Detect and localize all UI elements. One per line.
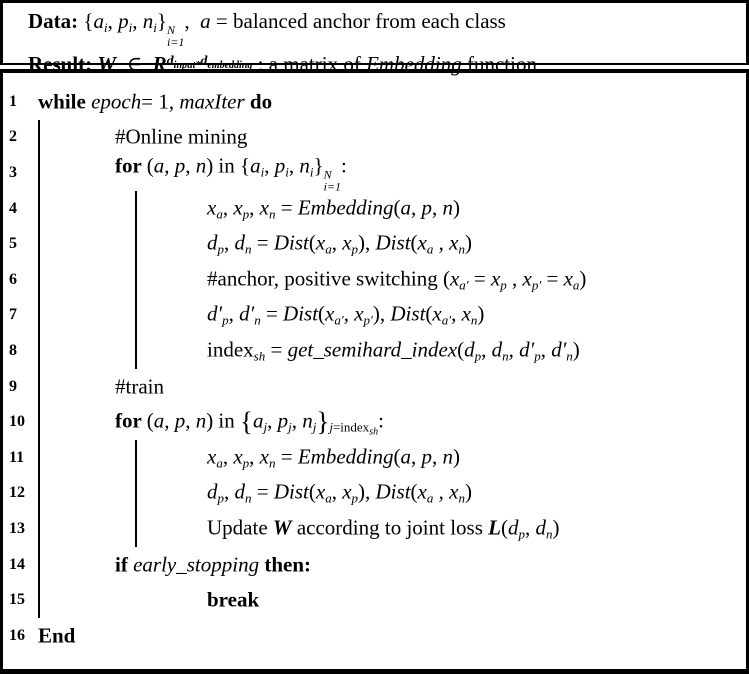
text-segment: } — [316, 406, 330, 437]
text-segment: Embedding — [297, 444, 394, 469]
text-segment: p — [217, 241, 224, 257]
text-segment: , — [331, 230, 343, 255]
text-segment: , — [185, 408, 196, 433]
text-segment: d — [207, 230, 218, 255]
code-text — [115, 552, 311, 577]
text-segment: for — [115, 153, 147, 178]
text-segment: , — [343, 301, 355, 326]
text-segment: a′ — [334, 312, 344, 328]
text-segment: p — [534, 348, 541, 364]
code-text — [207, 444, 460, 471]
text-segment: n — [195, 153, 207, 178]
text-segment: for — [115, 408, 147, 433]
text-segment: x — [259, 444, 269, 469]
text-segment: n — [470, 312, 478, 328]
text-segment: n — [245, 490, 252, 506]
text-segment: break — [207, 587, 260, 612]
text-segment: a — [325, 241, 332, 257]
line-number: 14 — [9, 555, 25, 573]
text-segment: ), — [372, 301, 391, 326]
text-segment: index — [207, 337, 254, 362]
text-segment: p′ — [363, 312, 373, 328]
line-number: 2 — [9, 128, 17, 146]
text-segment: = — [275, 444, 298, 469]
indent-bar-outer — [38, 511, 40, 547]
text-segment: d — [464, 337, 475, 362]
text-segment: n — [502, 348, 509, 364]
text-segment: = — [265, 337, 288, 362]
text-segment: i — [153, 20, 157, 35]
text-segment: , — [249, 444, 260, 469]
text-segment: a — [325, 490, 332, 506]
text-segment: p — [174, 408, 186, 433]
indent-bar-outer — [38, 191, 40, 227]
text-segment: , — [224, 479, 235, 504]
code-line-10 — [3, 404, 746, 440]
line-number: 15 — [9, 591, 25, 609]
text-segment: d′ — [207, 301, 223, 326]
text-segment: x — [233, 444, 243, 469]
text-segment: p — [217, 490, 224, 506]
text-segment: a — [153, 408, 165, 433]
code-text — [207, 515, 559, 542]
code-text — [207, 231, 472, 258]
text-segment: n — [545, 526, 553, 542]
line-number: 10 — [9, 413, 25, 431]
text-segment: ) — [552, 515, 560, 540]
text-segment: p — [421, 444, 432, 469]
indent-bar-inner — [135, 262, 137, 298]
line-number: 6 — [9, 270, 17, 288]
text-segment: L — [488, 515, 501, 540]
text-segment: p — [242, 206, 250, 222]
text-segment: ) — [464, 479, 472, 504]
text-segment: #train — [115, 374, 164, 399]
code-line-9 — [3, 369, 746, 405]
text-segment: embedding — [207, 60, 253, 71]
text-segment: j — [263, 419, 268, 435]
text-segment: ), — [358, 230, 376, 255]
text-segment: Result: — [28, 52, 98, 76]
code-text — [38, 623, 75, 648]
text-segment: , — [451, 301, 462, 326]
indent-bar-outer — [38, 333, 40, 369]
text-segment: ) — [464, 230, 472, 255]
indent-bar-outer — [38, 298, 40, 334]
code-line-1 — [3, 84, 746, 120]
text-segment: , — [132, 9, 143, 33]
text-segment: = — [468, 266, 491, 291]
text-segment: d — [166, 54, 174, 69]
text-segment: a — [426, 490, 434, 506]
text-segment: p — [118, 9, 129, 33]
text-segment: a — [216, 206, 223, 222]
line-number: 7 — [9, 306, 17, 324]
text-segment: n — [268, 455, 276, 471]
text-segment: } — [313, 153, 324, 178]
text-segment: { — [83, 9, 94, 33]
stacked-limits: N i=1 — [323, 167, 342, 194]
text-segment: ( — [393, 444, 401, 469]
text-segment: ( — [308, 479, 316, 504]
text-segment: p — [174, 153, 186, 178]
text-segment: a — [200, 9, 211, 33]
indent-bar-outer — [38, 262, 40, 298]
indent-bar-inner — [135, 440, 137, 476]
text-segment: { — [240, 406, 253, 437]
text-segment: p — [277, 408, 289, 433]
text-segment: R — [152, 52, 167, 76]
text-segment: , — [288, 153, 300, 178]
text-segment: get_semihard_index — [287, 337, 458, 362]
code-line-15 — [3, 582, 746, 618]
code-text — [207, 480, 472, 507]
text-segment: = — [275, 195, 298, 220]
text-segment: Dist — [375, 230, 411, 255]
text-segment: Embedding — [297, 195, 394, 220]
text-segment: x — [233, 195, 243, 220]
text-segment: p — [421, 195, 432, 220]
code-text — [207, 266, 586, 293]
text-segment: a′ — [441, 312, 452, 328]
text-segment: ) in { — [206, 153, 251, 178]
code-line-16 — [3, 618, 746, 654]
text-segment: n — [142, 9, 154, 33]
text-segment: j — [312, 419, 317, 435]
text-segment: a — [400, 444, 411, 469]
text-segment: d — [200, 54, 208, 69]
line-number: 9 — [9, 377, 17, 395]
text-segment: a — [216, 455, 223, 471]
text-segment: , — [506, 266, 523, 291]
text-segment: , — [164, 153, 175, 178]
text-segment: a′ — [459, 277, 469, 293]
text-segment: d — [234, 479, 245, 504]
text-segment: a — [426, 241, 434, 257]
text-segment: a — [153, 153, 165, 178]
text-segment: , — [481, 337, 492, 362]
text-segment: a — [400, 195, 411, 220]
text-segment: = — [251, 479, 274, 504]
text-segment: x — [449, 266, 460, 291]
text-segment: , — [431, 195, 443, 220]
text-segment: p′ — [531, 277, 542, 293]
text-segment: = — [541, 266, 564, 291]
indent-bar-outer — [38, 547, 40, 583]
stacked-limits: N i=1 — [166, 23, 185, 49]
text-segment: while — [38, 89, 92, 114]
code-text — [38, 89, 272, 114]
text-segment: then: — [259, 552, 311, 577]
text-segment: End — [38, 623, 76, 648]
code-line-13 — [3, 511, 746, 547]
indent-bar-outer — [38, 120, 40, 156]
text-segment: ( — [410, 230, 418, 255]
text-segment: x — [259, 195, 269, 220]
code-text — [207, 337, 580, 364]
text-segment: n — [566, 348, 573, 364]
text-segment: j — [329, 419, 333, 435]
line-number: 11 — [9, 448, 25, 466]
text-segment: a — [93, 9, 104, 33]
line-number: 13 — [9, 519, 25, 537]
text-segment: Dist — [283, 301, 319, 326]
text-segment: , — [224, 230, 235, 255]
text-segment: ( — [146, 153, 154, 178]
text-segment: i — [104, 20, 108, 35]
text-segment: n — [458, 490, 465, 506]
indent-bar-inner — [135, 298, 137, 334]
text-segment: , — [508, 337, 520, 362]
text-segment: early_stopping — [133, 552, 260, 577]
text-segment: ) — [572, 337, 580, 362]
text-segment: according to joint loss — [291, 515, 489, 540]
text-segment: = — [251, 230, 274, 255]
text-segment: d′ — [551, 337, 567, 362]
text-segment: ( — [393, 195, 401, 220]
code-text — [115, 374, 164, 399]
indent-bar-outer — [38, 226, 40, 262]
code-line-7 — [3, 298, 746, 334]
text-segment: p — [242, 455, 250, 471]
text-segment: = balanced anchor from each class — [210, 9, 506, 33]
code-line-8 — [3, 333, 746, 369]
indent-bar-inner — [135, 333, 137, 369]
text-segment: x — [207, 444, 217, 469]
text-segment: x — [522, 266, 532, 291]
text-segment: x — [461, 301, 471, 326]
text-segment: , — [107, 9, 119, 33]
text-segment: , — [264, 153, 275, 178]
text-segment: n — [302, 408, 313, 433]
text-segment: ( — [146, 408, 154, 433]
text-segment: ), — [358, 479, 376, 504]
text-segment: do — [244, 89, 273, 114]
indent-bar-outer — [38, 369, 40, 405]
code-line-2 — [3, 120, 746, 156]
indent-bar-outer — [38, 440, 40, 476]
text-segment: epoch — [91, 89, 142, 114]
text-segment: x — [417, 230, 427, 255]
text-segment: ( — [318, 301, 326, 326]
text-segment: : — [341, 153, 347, 178]
text-segment: #anchor, positive switching ( — [207, 266, 450, 291]
text-segment: input — [173, 60, 196, 71]
line-number: 16 — [9, 626, 25, 644]
text-segment: p — [222, 312, 229, 328]
text-segment: #Online mining — [115, 124, 248, 149]
line-number: 8 — [9, 341, 17, 359]
text-segment: x — [315, 479, 326, 504]
code-text — [207, 302, 484, 329]
text-segment: ∈ — [116, 52, 153, 76]
text-segment: p — [351, 490, 359, 506]
text-segment: x — [325, 301, 335, 326]
text-segment: x — [315, 230, 326, 255]
code-text — [207, 588, 259, 613]
text-segment: , — [331, 479, 343, 504]
text-segment: n — [442, 444, 453, 469]
text-segment: } — [156, 9, 167, 33]
text-segment: , — [267, 408, 278, 433]
text-segment: , — [431, 444, 443, 469]
text-segment: x — [207, 195, 217, 220]
text-segment: if — [115, 552, 134, 577]
text-segment: i — [260, 164, 265, 180]
text-segment: , — [410, 195, 422, 220]
text-segment: ( — [308, 230, 316, 255]
text-segment: a — [250, 153, 261, 178]
text-segment: , — [164, 408, 175, 433]
text-segment: ) — [452, 444, 460, 469]
text-segment: * — [195, 60, 201, 71]
text-segment: x — [449, 479, 459, 504]
text-segment: d — [507, 515, 519, 540]
text-segment: : — [378, 408, 384, 433]
indent-bar-inner — [135, 191, 137, 227]
text-segment: , — [433, 230, 450, 255]
code-text — [115, 125, 247, 150]
text-segment: Data: — [28, 9, 84, 33]
code-text — [115, 407, 384, 438]
text-segment: p — [274, 153, 286, 178]
text-segment: n — [299, 153, 310, 178]
text-segment: ) in — [206, 408, 241, 433]
line-number: 3 — [9, 163, 17, 181]
code-line-12 — [3, 476, 746, 512]
line-number: 4 — [9, 199, 17, 217]
text-segment: sh — [369, 426, 379, 438]
line-number: 12 — [9, 484, 25, 502]
text-segment: ) — [452, 195, 460, 220]
code-line-14 — [3, 547, 746, 583]
text-segment: , — [184, 9, 201, 33]
algorithm-body — [0, 69, 749, 674]
text-segment: , — [228, 301, 240, 326]
text-segment: , — [291, 408, 303, 433]
text-segment: Dist — [273, 479, 309, 504]
text-segment: Embedding — [366, 52, 462, 76]
text-segment: a — [572, 277, 580, 293]
text-segment: ) — [477, 301, 485, 326]
text-segment: , — [410, 444, 422, 469]
code-text — [207, 195, 460, 222]
text-segment: = — [260, 301, 284, 326]
text-segment: , — [185, 153, 196, 178]
text-segment: ( — [500, 515, 508, 540]
line-number: 5 — [9, 235, 17, 253]
text-segment: x — [342, 479, 352, 504]
text-segment: ) — [579, 266, 587, 291]
text-segment: Update — [207, 515, 273, 540]
text-segment: p — [474, 348, 482, 364]
text-segment: Dist — [273, 230, 309, 255]
text-segment: W — [272, 515, 292, 540]
line-number: 1 — [9, 92, 17, 110]
code-line-5 — [3, 226, 746, 262]
text-segment: p — [518, 526, 525, 542]
text-segment: maxIter — [179, 89, 245, 114]
text-segment: function — [461, 52, 537, 76]
indent-bar-outer — [38, 582, 40, 618]
indent-bar-inner — [135, 226, 137, 262]
text-segment: d — [207, 479, 218, 504]
text-segment: Dist — [390, 301, 426, 326]
text-segment: j — [288, 419, 292, 435]
text-segment: d — [491, 337, 503, 362]
text-segment: x — [432, 301, 442, 326]
indent-bar-outer — [38, 404, 40, 440]
text-segment: n — [458, 241, 465, 257]
text-segment: , — [540, 337, 552, 362]
text-segment: x — [449, 230, 459, 255]
text-segment: ( — [410, 479, 418, 504]
text-segment: i — [309, 164, 314, 180]
code-line-6 — [3, 262, 746, 298]
text-segment: = 1, — [141, 89, 180, 114]
algorithm-header — [0, 0, 749, 76]
text-segment: i — [128, 20, 133, 35]
text-segment: , — [222, 444, 234, 469]
text-segment: d — [234, 230, 245, 255]
text-segment: n — [268, 206, 276, 222]
code-line-4 — [3, 191, 746, 227]
text-segment: x — [563, 266, 573, 291]
text-segment: x — [417, 479, 427, 504]
indent-bar-inner — [135, 476, 137, 512]
text-segment: d′ — [239, 301, 255, 326]
text-segment: sh — [253, 348, 266, 364]
text-segment: p — [500, 277, 507, 293]
text-segment: Dist — [375, 479, 411, 504]
text-segment: , — [222, 195, 234, 220]
text-segment: , — [433, 479, 450, 504]
indent-bar-outer — [38, 155, 40, 191]
text-segment: x — [342, 230, 352, 255]
text-segment: p — [351, 241, 359, 257]
text-segment: a — [252, 408, 264, 433]
text-segment: n — [195, 408, 207, 433]
text-segment: n — [245, 241, 252, 257]
text-segment: , — [249, 195, 260, 220]
text-segment: i — [285, 164, 289, 180]
data-declaration — [28, 7, 740, 48]
text-segment: x — [490, 266, 501, 291]
text-segment: ( — [457, 337, 465, 362]
text-segment: n — [254, 312, 261, 328]
indent-bar-inner — [135, 511, 137, 547]
text-segment: n — [442, 195, 453, 220]
text-segment: , — [524, 515, 536, 540]
text-segment: : a matrix of — [252, 52, 367, 76]
text-segment: =index — [332, 419, 370, 435]
code-line-3 — [3, 153, 746, 194]
text-segment: d — [535, 515, 546, 540]
text-segment: d′ — [519, 337, 535, 362]
code-text — [115, 153, 347, 192]
code-line-11 — [3, 440, 746, 476]
text-segment: x — [354, 301, 364, 326]
indent-bar-outer — [38, 476, 40, 512]
text-segment: W — [97, 52, 117, 76]
text-segment: ( — [425, 301, 433, 326]
